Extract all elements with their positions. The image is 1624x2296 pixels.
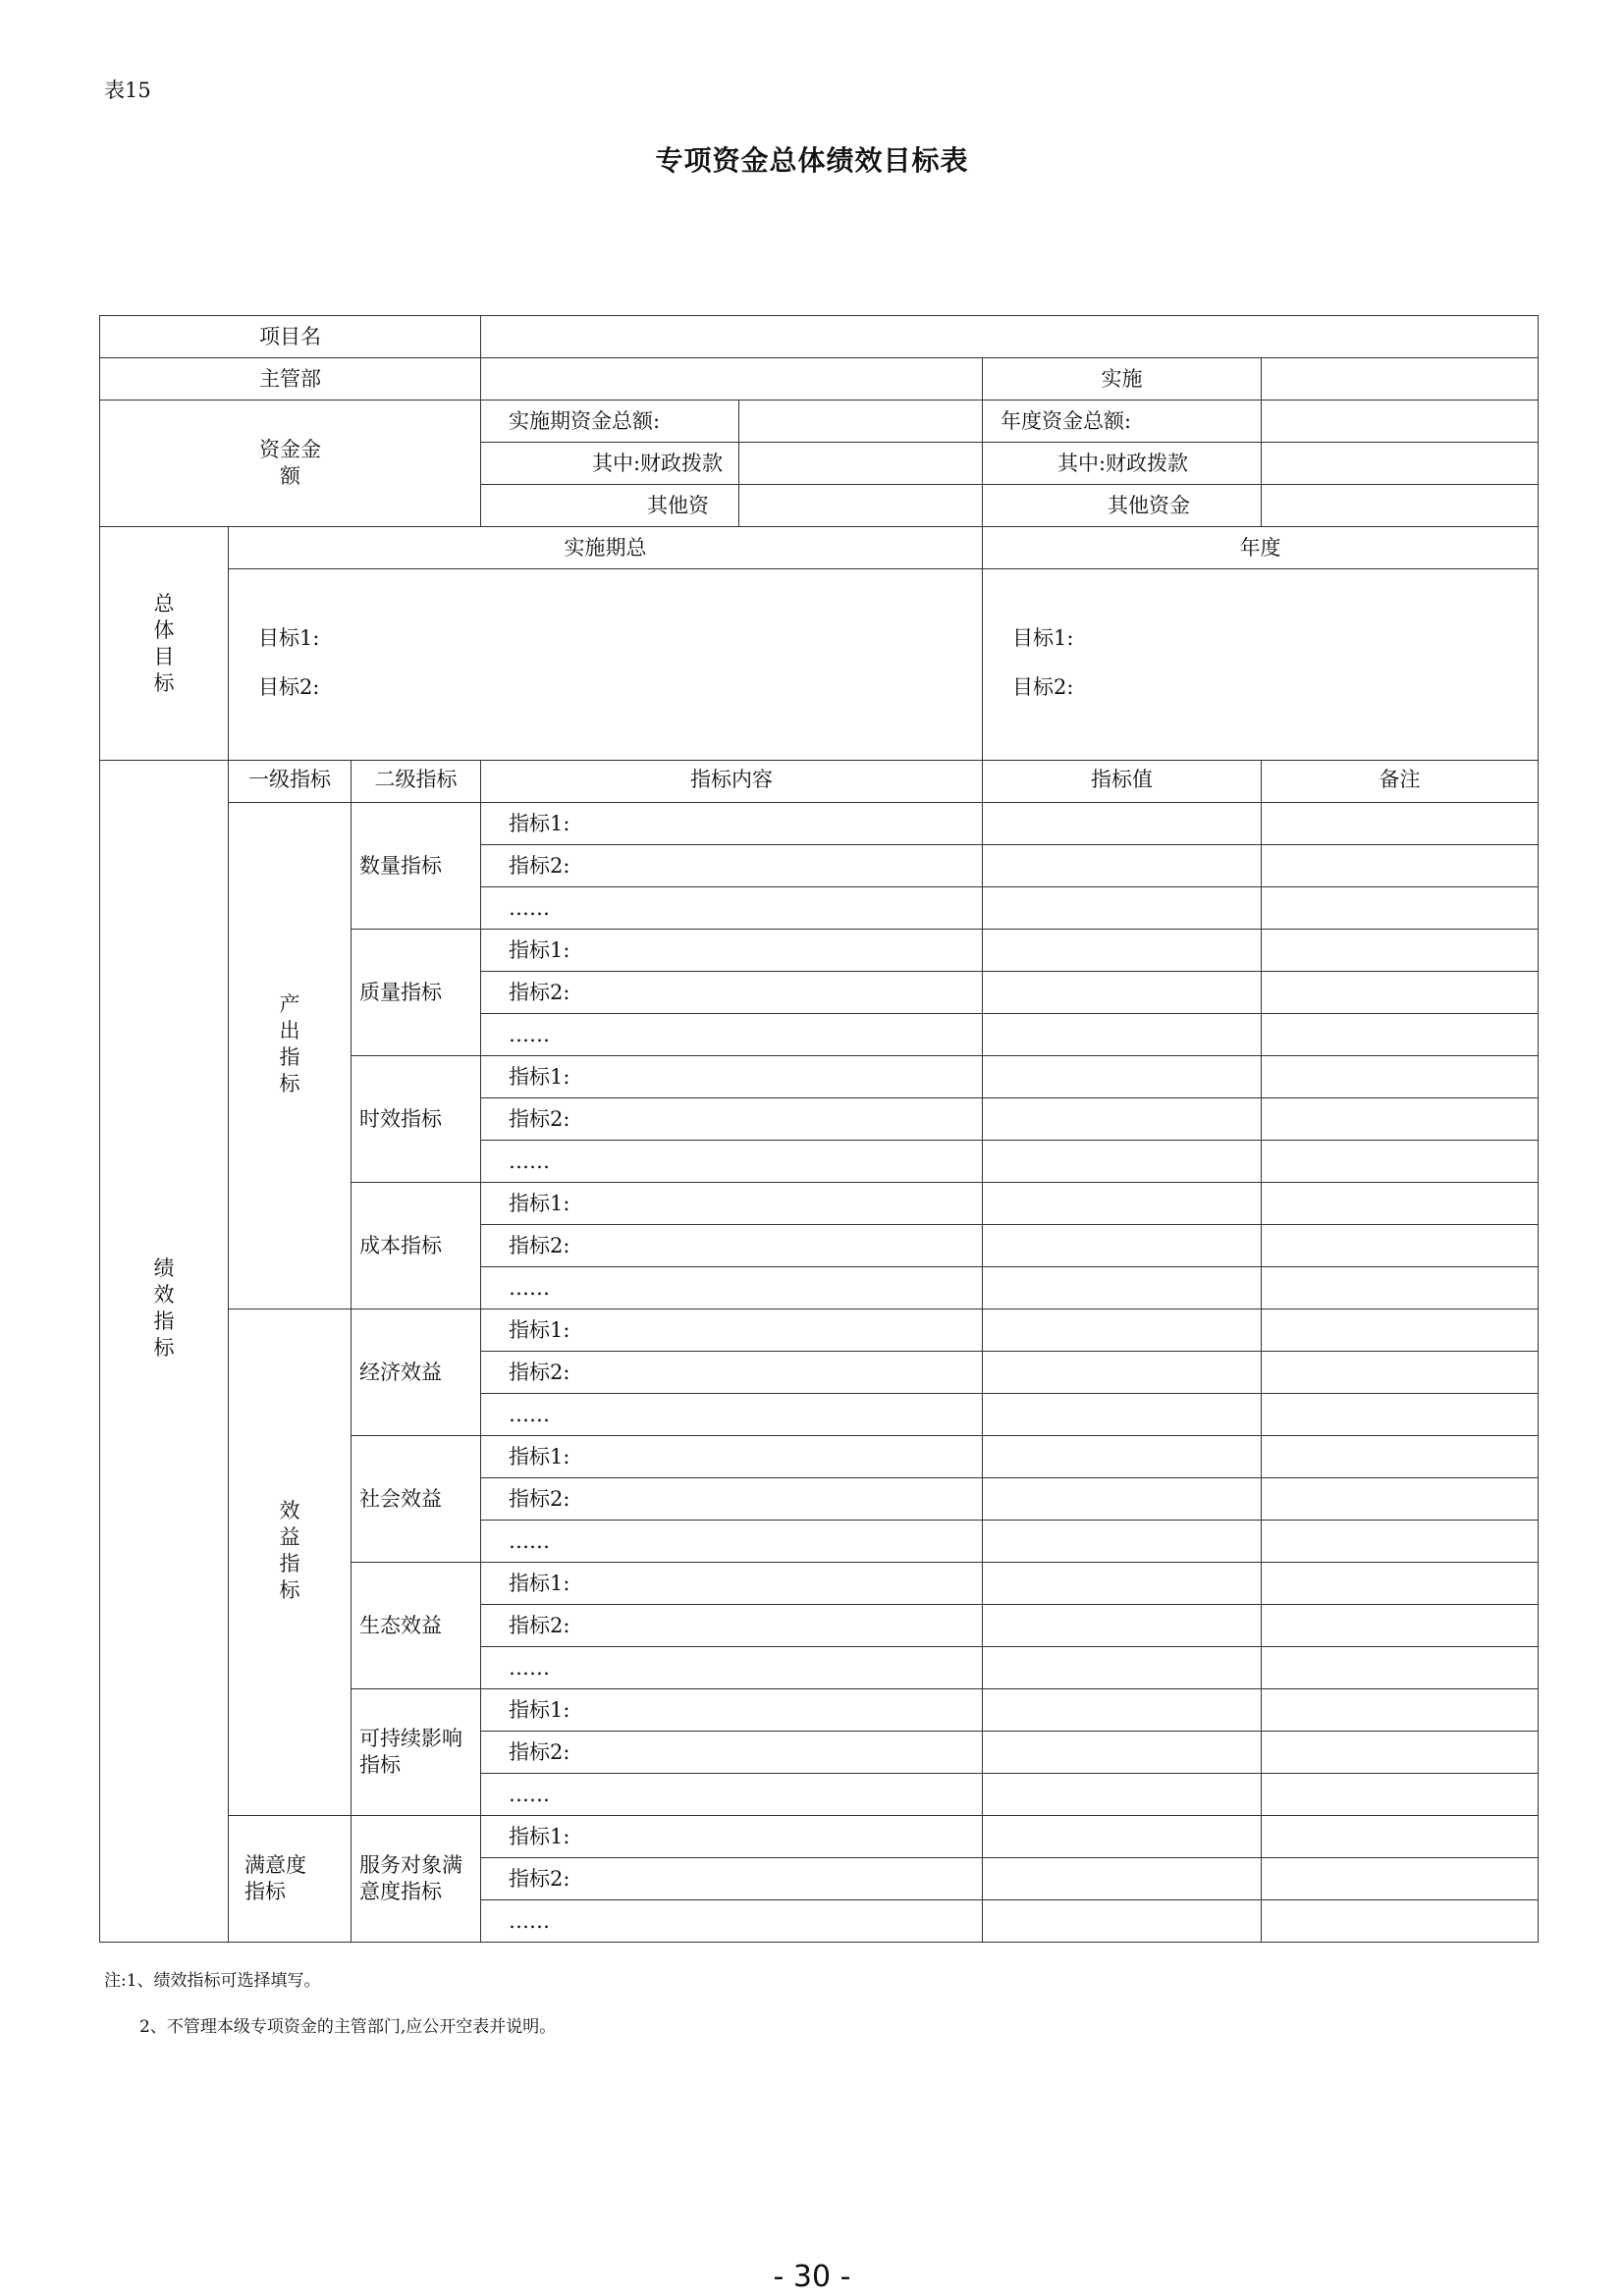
social-value-1[interactable] <box>983 1436 1262 1478</box>
benefit-char: 效 <box>279 1498 300 1522</box>
quality-value-3[interactable] <box>983 1014 1262 1056</box>
output-char: 出 <box>279 1018 300 1042</box>
quantity-remark-1[interactable] <box>1262 803 1539 845</box>
sustainable-row-1[interactable]: 指标1: <box>481 1689 983 1732</box>
quality-row-2[interactable]: 指标2: <box>481 972 983 1014</box>
output-indicator-label <box>229 803 352 1309</box>
year-total-label: 年度资金总额: <box>983 400 1262 443</box>
economic-value-2[interactable] <box>983 1352 1262 1394</box>
overall-goal-char: 体 <box>153 617 175 642</box>
quantity-row-2[interactable]: 指标2: <box>481 845 983 887</box>
quality-row-1[interactable]: 指标1: <box>481 930 983 972</box>
project-name-label: 项目名 <box>100 316 481 358</box>
year-goal-cell[interactable] <box>983 569 1539 761</box>
quantity-indicator-label: 数量指标 <box>352 803 481 930</box>
sustainable-row-2[interactable]: 指标2: <box>481 1732 983 1774</box>
cost-value-3[interactable] <box>983 1267 1262 1309</box>
social-value-2[interactable] <box>983 1478 1262 1521</box>
performance-goal-table <box>99 315 1539 1943</box>
impl-other-label: 其他资 <box>481 485 739 527</box>
satisfaction-indicator-label <box>229 1816 352 1943</box>
timeliness-remark-1[interactable] <box>1262 1056 1539 1098</box>
satisfaction-remark-3[interactable] <box>1262 1900 1539 1943</box>
value-header: 指标值 <box>983 761 1262 803</box>
year-other-value[interactable] <box>1262 485 1539 527</box>
year-fiscal-value[interactable] <box>1262 443 1539 485</box>
year-goal1: 目标1: <box>1012 626 1074 650</box>
economic-row-1[interactable]: 指标1: <box>481 1309 983 1352</box>
impl-fiscal-label: 其中:财政拨款 <box>481 443 739 485</box>
timeliness-indicator-label: 时效指标 <box>352 1056 481 1183</box>
level2-header: 二级指标 <box>352 761 481 803</box>
dept-value[interactable] <box>481 358 983 400</box>
year-fiscal-label: 其中:财政拨款 <box>983 443 1262 485</box>
indicator-char: 指 <box>153 1308 175 1333</box>
social-benefit-label: 社会效益 <box>352 1436 481 1563</box>
quality-row-3[interactable]: …… <box>481 1014 983 1056</box>
economic-row-3[interactable]: …… <box>481 1394 983 1436</box>
cost-row-3[interactable]: …… <box>481 1267 983 1309</box>
year-total-value[interactable] <box>1262 400 1539 443</box>
sustainable-remark-3[interactable] <box>1262 1774 1539 1816</box>
ecological-row-1[interactable]: 指标1: <box>481 1563 983 1605</box>
dept-label: 主管部 <box>100 358 481 400</box>
cost-remark-1[interactable] <box>1262 1183 1539 1225</box>
impl-total-value[interactable] <box>739 400 983 443</box>
sustainable-remark-1[interactable] <box>1262 1689 1539 1732</box>
sustainable-value-3[interactable] <box>983 1774 1262 1816</box>
year-goal2: 目标2: <box>1012 675 1074 699</box>
year-other-label: 其他资金 <box>983 485 1262 527</box>
output-char: 产 <box>279 991 300 1016</box>
note-1: 注:1、绩效指标可选择填写。 <box>104 1971 321 1991</box>
satisfaction-value-2[interactable] <box>983 1858 1262 1900</box>
timeliness-value-1[interactable] <box>983 1056 1262 1098</box>
cost-indicator-label: 成本指标 <box>352 1183 481 1309</box>
quantity-row-1[interactable]: 指标1: <box>481 803 983 845</box>
timeliness-row-1[interactable]: 指标1: <box>481 1056 983 1098</box>
impl-fiscal-value[interactable] <box>739 443 983 485</box>
ecological-remark-3[interactable] <box>1262 1647 1539 1689</box>
benefit-char: 指 <box>279 1551 300 1575</box>
sustainable-value-2[interactable] <box>983 1732 1262 1774</box>
benefit-char: 益 <box>279 1524 300 1549</box>
quality-remark-1[interactable] <box>1262 930 1539 972</box>
social-row-3[interactable]: …… <box>481 1521 983 1563</box>
social-remark-2[interactable] <box>1262 1478 1539 1521</box>
cost-row-2[interactable]: 指标2: <box>481 1225 983 1267</box>
ecological-row-2[interactable]: 指标2: <box>481 1605 983 1647</box>
performance-indicator-label <box>100 761 229 1943</box>
overall-goal-char: 标 <box>153 670 175 695</box>
timeliness-value-2[interactable] <box>983 1098 1262 1141</box>
economic-benefit-label: 经济效益 <box>352 1309 481 1436</box>
ecological-benefit-label: 生态效益 <box>352 1563 481 1689</box>
year-goal-header: 年度 <box>983 527 1539 569</box>
content-header: 指标内容 <box>481 761 983 803</box>
table-label: 表15 <box>104 79 151 102</box>
satisfaction-line: 指标 <box>244 1880 286 1903</box>
ecological-value-1[interactable] <box>983 1563 1262 1605</box>
satisfaction-row-3[interactable]: …… <box>481 1900 983 1943</box>
impl-other-value[interactable] <box>739 485 983 527</box>
impl-total-label: 实施期资金总额: <box>481 400 739 443</box>
period-goal1: 目标1: <box>258 626 320 650</box>
indicator-char: 标 <box>153 1335 175 1360</box>
sustainable-value-1[interactable] <box>983 1689 1262 1732</box>
quality-remark-2[interactable] <box>1262 972 1539 1014</box>
impl-label: 实施 <box>983 358 1262 400</box>
period-goal-cell[interactable] <box>229 569 983 761</box>
quality-remark-3[interactable] <box>1262 1014 1539 1056</box>
benefit-indicator-label <box>229 1309 352 1816</box>
service-satisfaction-label: 服务对象满意度指标 <box>352 1816 481 1943</box>
project-name-value[interactable] <box>481 316 1539 358</box>
satisfaction-value-1[interactable] <box>983 1816 1262 1858</box>
level1-header: 一级指标 <box>229 761 352 803</box>
benefit-char: 标 <box>279 1577 300 1602</box>
economic-row-2[interactable]: 指标2: <box>481 1352 983 1394</box>
economic-value-1[interactable] <box>983 1309 1262 1352</box>
cost-remark-3[interactable] <box>1262 1267 1539 1309</box>
cost-value-1[interactable] <box>983 1183 1262 1225</box>
fund-label-line2: 额 <box>280 464 301 488</box>
fund-amount-label <box>100 400 481 527</box>
overall-goal-label <box>100 527 229 761</box>
output-char: 标 <box>279 1071 300 1095</box>
ecological-value-3[interactable] <box>983 1647 1262 1689</box>
quantity-remark-3[interactable] <box>1262 887 1539 930</box>
cost-value-2[interactable] <box>983 1225 1262 1267</box>
cost-remark-2[interactable] <box>1262 1225 1539 1267</box>
ecological-remark-1[interactable] <box>1262 1563 1539 1605</box>
timeliness-row-2[interactable]: 指标2: <box>481 1098 983 1141</box>
overall-goal-char: 目 <box>153 644 175 668</box>
economic-remark-3[interactable] <box>1262 1394 1539 1436</box>
satisfaction-row-1[interactable]: 指标1: <box>481 1816 983 1858</box>
satisfaction-line: 满意度 <box>244 1853 306 1877</box>
sustainable-impact-label: 可持续影响指标 <box>352 1689 481 1816</box>
quantity-row-3[interactable]: …… <box>481 887 983 930</box>
overall-goal-char: 总 <box>153 591 175 615</box>
sustainable-remark-2[interactable] <box>1262 1732 1539 1774</box>
timeliness-remark-3[interactable] <box>1262 1141 1539 1183</box>
indicator-char: 绩 <box>153 1255 175 1280</box>
quantity-value-2[interactable] <box>983 845 1262 887</box>
quality-indicator-label: 质量指标 <box>352 930 481 1056</box>
social-remark-1[interactable] <box>1262 1436 1539 1478</box>
output-char: 指 <box>279 1044 300 1069</box>
satisfaction-value-3[interactable] <box>983 1900 1262 1943</box>
economic-value-3[interactable] <box>983 1394 1262 1436</box>
social-value-3[interactable] <box>983 1521 1262 1563</box>
period-goal2: 目标2: <box>258 675 320 699</box>
quality-value-1[interactable] <box>983 930 1262 972</box>
quantity-value-1[interactable] <box>983 803 1262 845</box>
page-number: - 30 - <box>773 2260 851 2294</box>
timeliness-row-3[interactable]: …… <box>481 1141 983 1183</box>
economic-remark-2[interactable] <box>1262 1352 1539 1394</box>
indicator-char: 效 <box>153 1282 175 1307</box>
timeliness-remark-2[interactable] <box>1262 1098 1539 1141</box>
timeliness-value-3[interactable] <box>983 1141 1262 1183</box>
satisfaction-remark-1[interactable] <box>1262 1816 1539 1858</box>
economic-remark-1[interactable] <box>1262 1309 1539 1352</box>
social-row-1[interactable]: 指标1: <box>481 1436 983 1478</box>
impl-value[interactable] <box>1262 358 1539 400</box>
quality-value-2[interactable] <box>983 972 1262 1014</box>
cost-row-1[interactable]: 指标1: <box>481 1183 983 1225</box>
ecological-remark-2[interactable] <box>1262 1605 1539 1647</box>
satisfaction-row-2[interactable]: 指标2: <box>481 1858 983 1900</box>
social-remark-3[interactable] <box>1262 1521 1539 1563</box>
satisfaction-remark-2[interactable] <box>1262 1858 1539 1900</box>
fund-label-line1: 资金金 <box>259 438 322 461</box>
period-goal-header: 实施期总 <box>229 527 983 569</box>
ecological-row-3[interactable]: …… <box>481 1647 983 1689</box>
quantity-value-3[interactable] <box>983 887 1262 930</box>
note-2: 2、不管理本级专项资金的主管部门,应公开空表并说明。 <box>139 2017 557 2037</box>
remark-header: 备注 <box>1262 761 1539 803</box>
page-title: 专项资金总体绩效目标表 <box>655 144 969 177</box>
quantity-remark-2[interactable] <box>1262 845 1539 887</box>
ecological-value-2[interactable] <box>983 1605 1262 1647</box>
social-row-2[interactable]: 指标2: <box>481 1478 983 1521</box>
sustainable-row-3[interactable]: …… <box>481 1774 983 1816</box>
